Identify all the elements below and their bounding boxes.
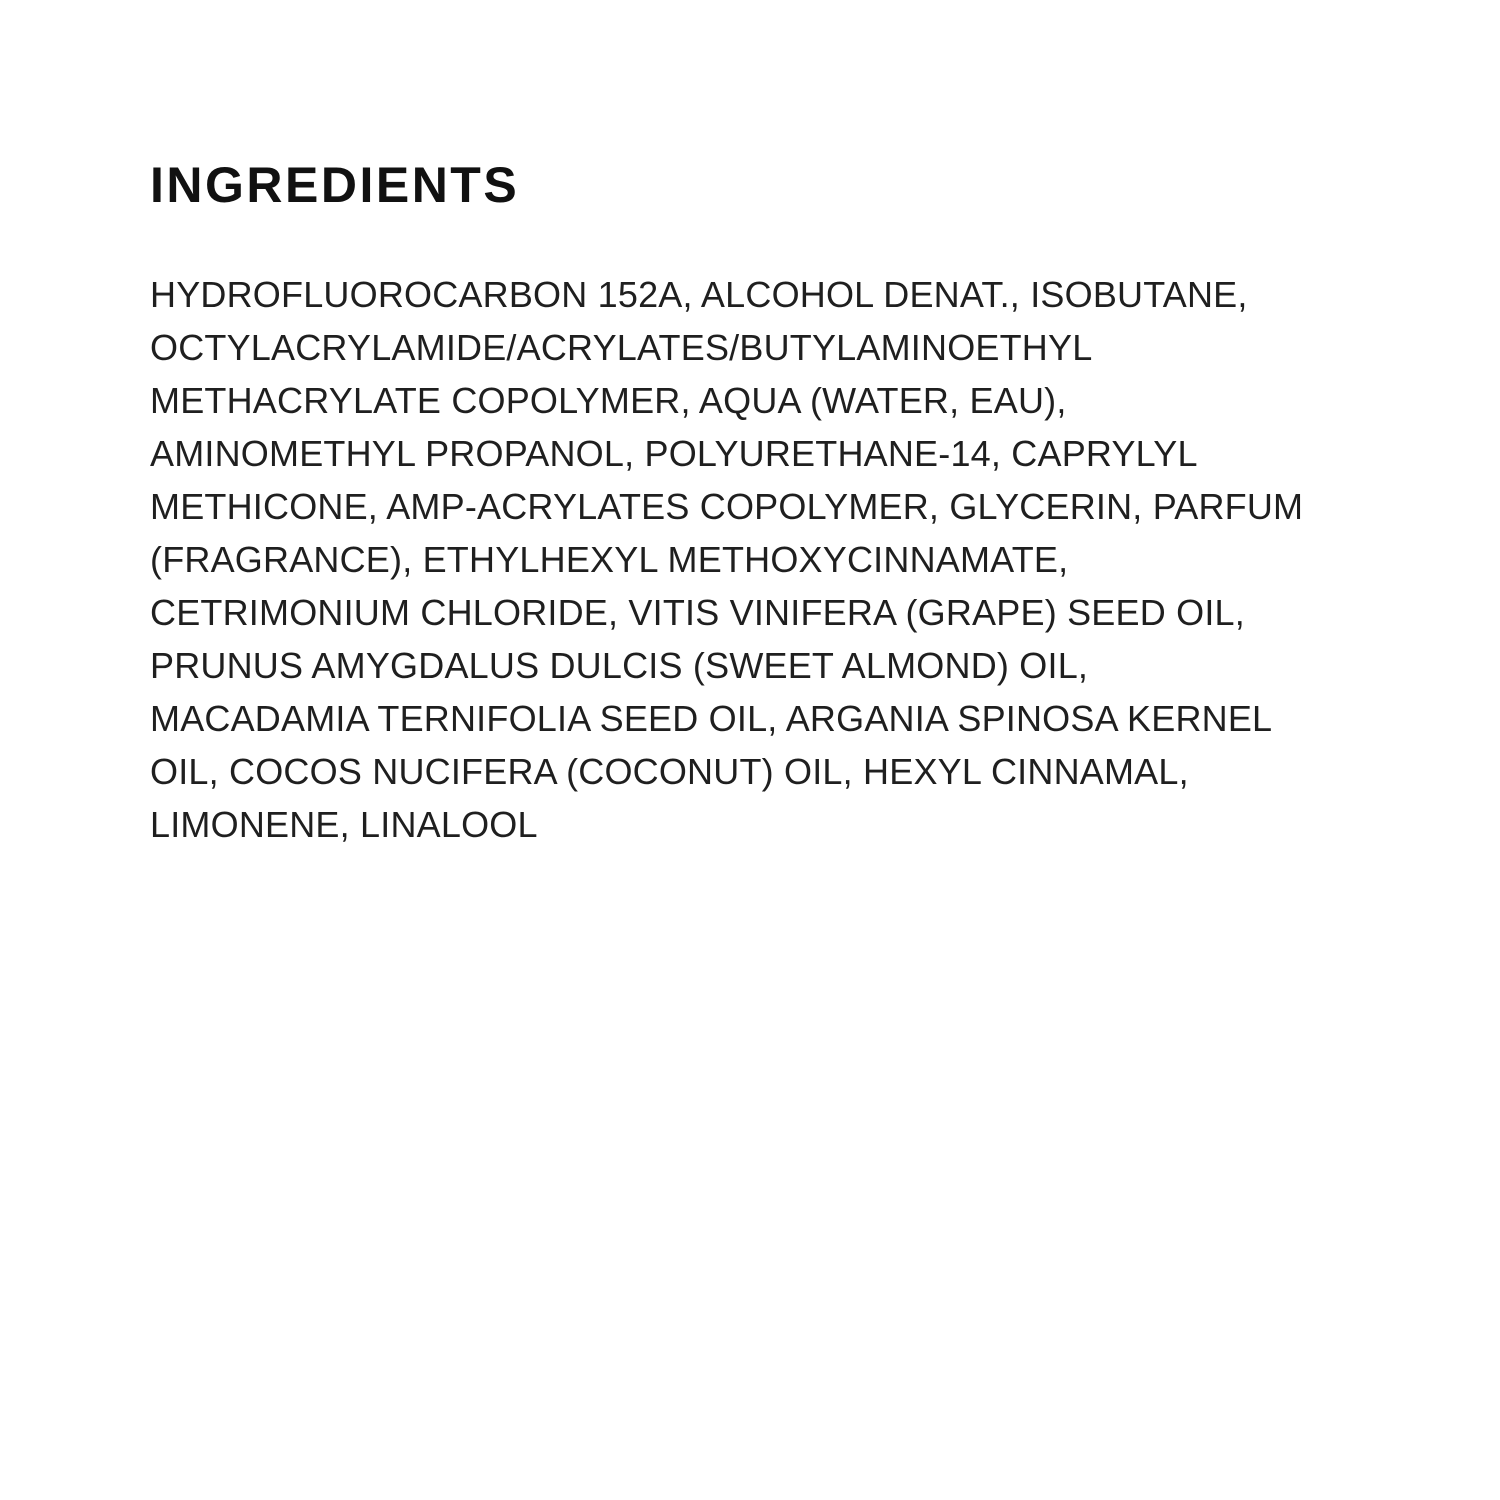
ingredient-line: METHACRYLATE COPOLYMER, AQUA (WATER, EAU),: [150, 380, 1067, 421]
ingredient-line: OIL, COCOS NUCIFERA (COCONUT) OIL, HEXYL CINNAMAL,: [150, 751, 1189, 792]
ingredients-label-panel: [150, 157, 1370, 851]
ingredient-line: OCTYLACRYLAMIDE/ACRYLATES/BUTYLAMINOETHYL: [150, 327, 1093, 368]
ingredients-heading: INGREDIENTS: [150, 157, 520, 213]
ingredient-line: CETRIMONIUM CHLORIDE, VITIS VINIFERA (GRAPE) SEED OIL,: [150, 592, 1245, 633]
ingredient-line: MACADAMIA TERNIFOLIA SEED OIL, ARGANIA SPINOSA KERNEL: [150, 698, 1273, 739]
ingredient-line: HYDROFLUOROCARBON 152A, ALCOHOL DENAT., ISOBUTANE,: [150, 274, 1248, 315]
ingredient-line: PRUNUS AMYGDALUS DULCIS (SWEET ALMOND) OIL,: [150, 645, 1089, 686]
ingredient-line: AMINOMETHYL PROPANOL, POLYURETHANE-14, CAPRYLYL: [150, 433, 1198, 474]
ingredients-paragraph: [150, 268, 1370, 851]
ingredient-line: METHICONE, AMP-ACRYLATES COPOLYMER, GLYCERIN, PARFUM: [150, 486, 1304, 527]
ingredient-line: LIMONENE, LINALOOL: [150, 804, 538, 845]
ingredient-line: (FRAGRANCE), ETHYLHEXYL METHOXYCINNAMATE,: [150, 539, 1069, 580]
